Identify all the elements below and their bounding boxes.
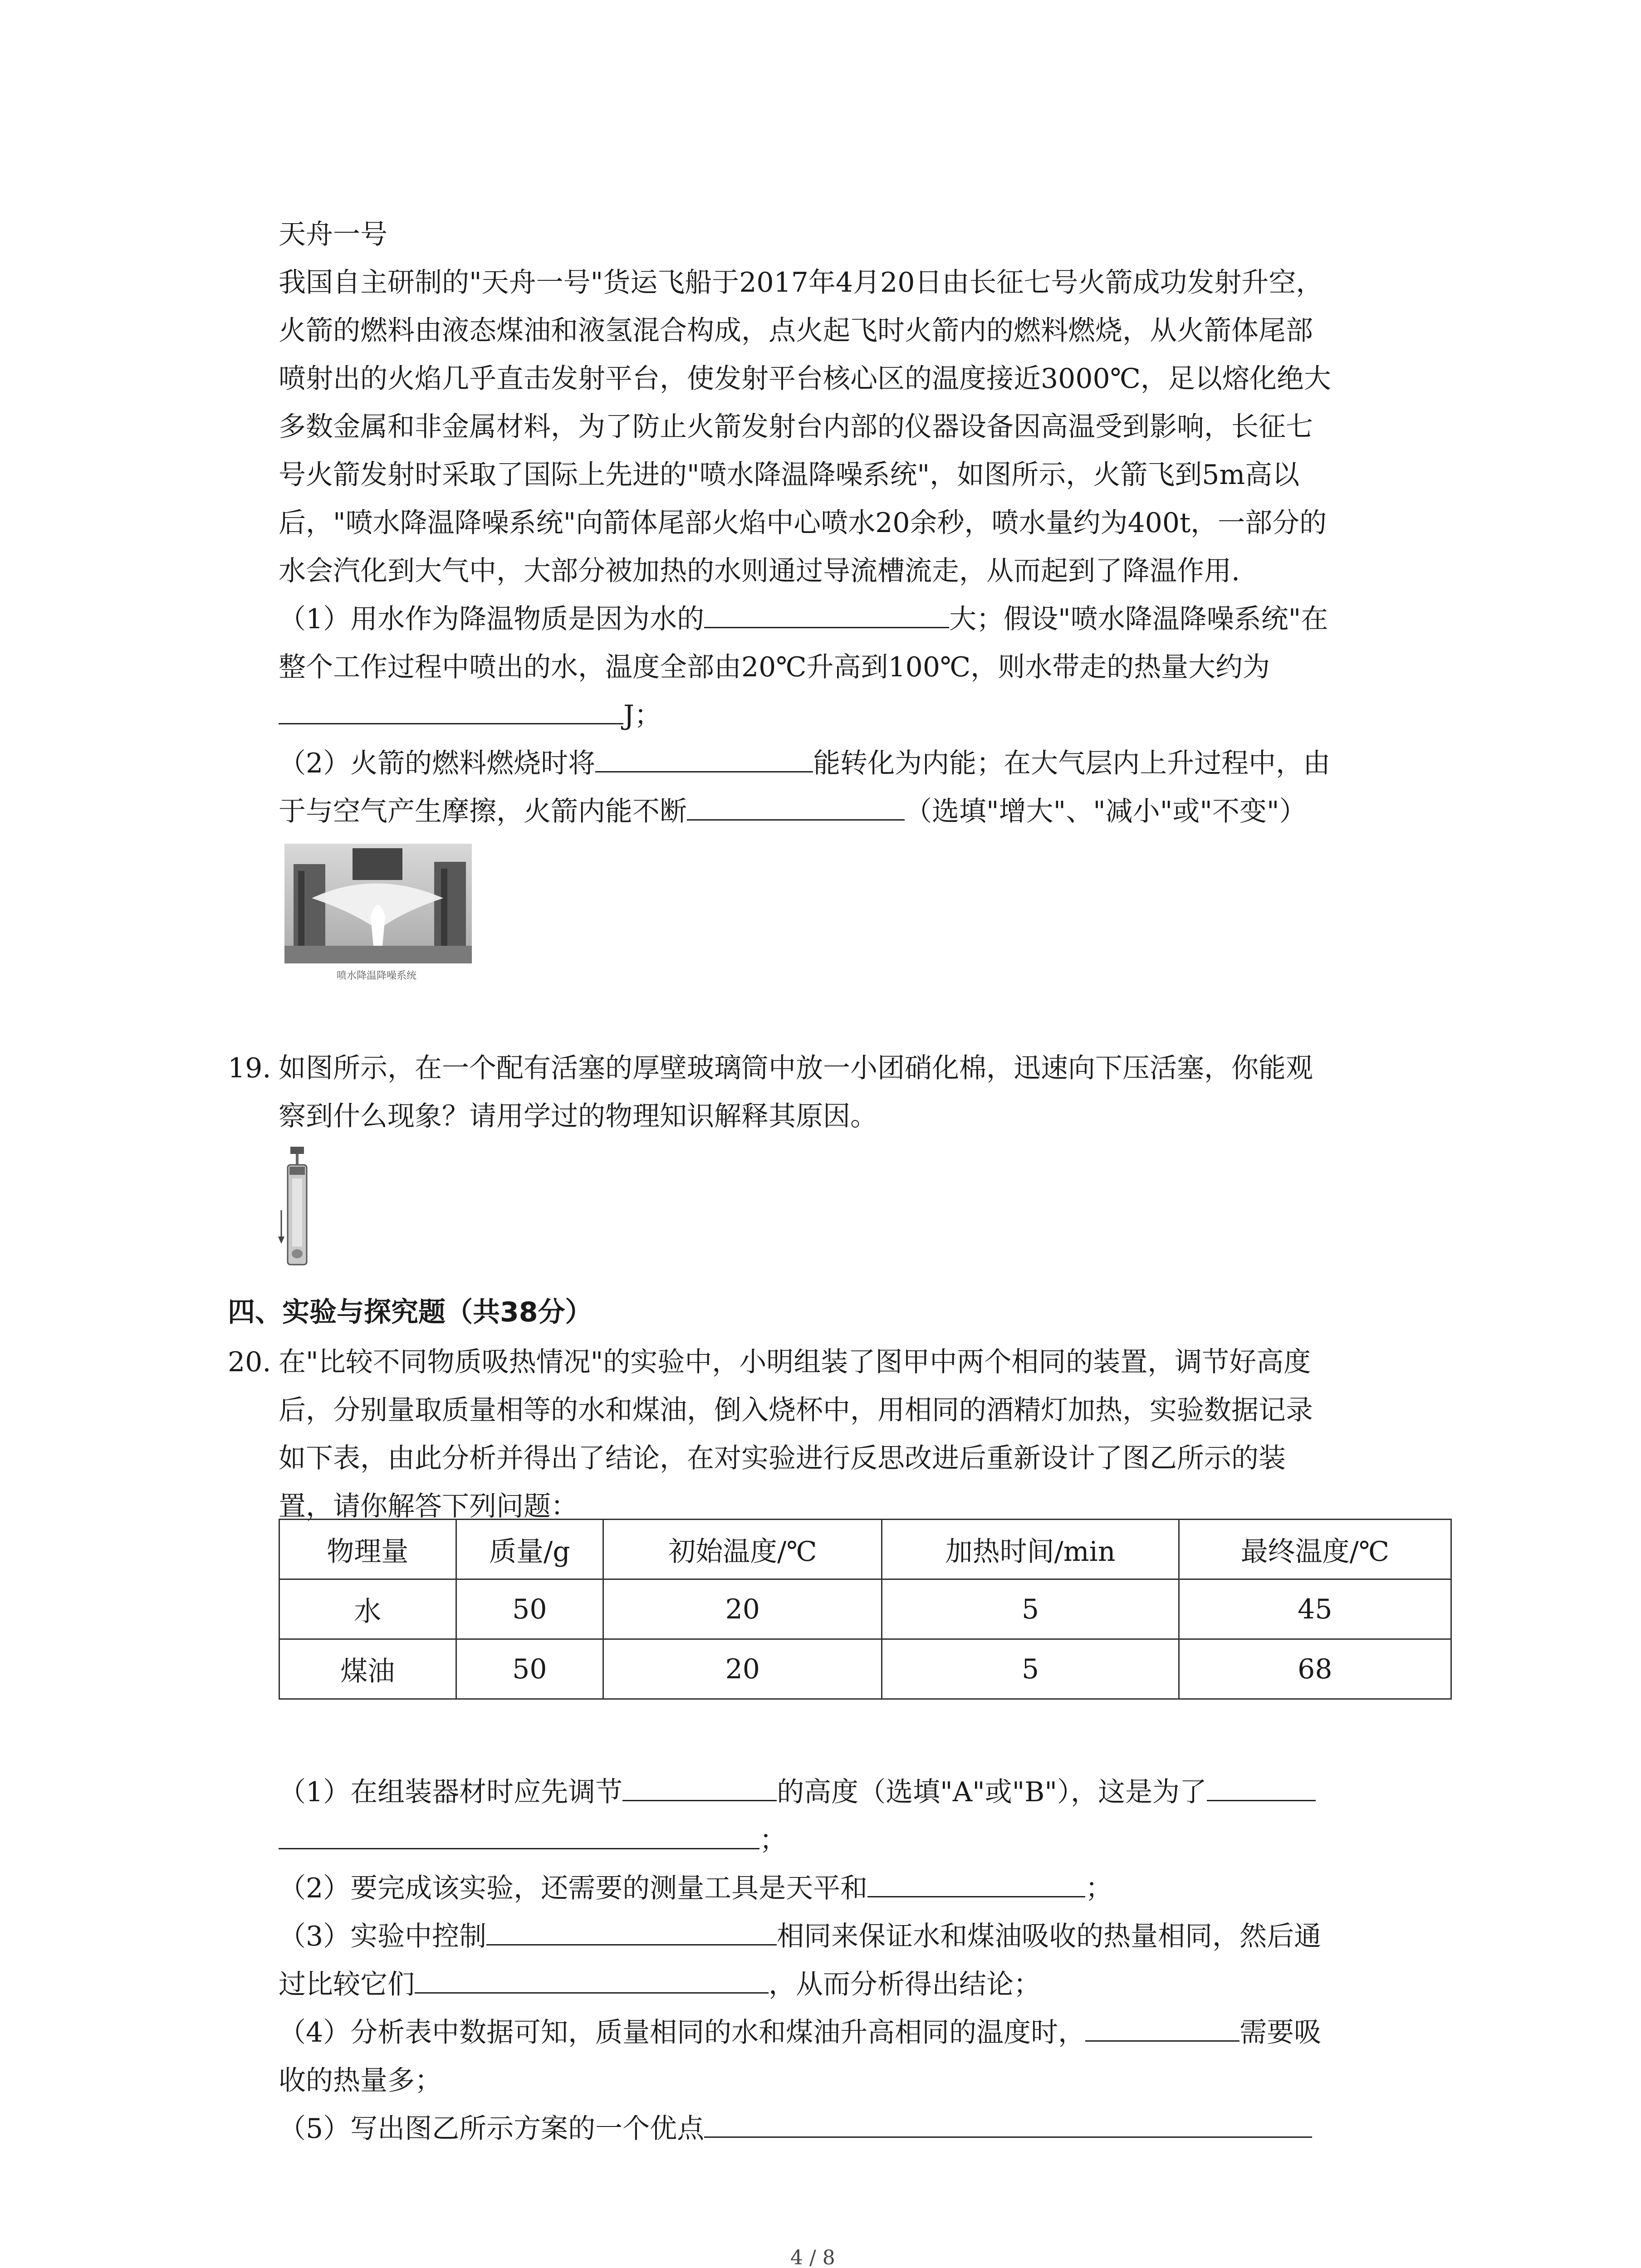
table-header-cell: 物理量 (279, 1520, 456, 1579)
water-spray-system-photo (284, 844, 472, 963)
answer-blank[interactable] (687, 796, 905, 821)
passage-line: 我国自主研制的"天舟一号"货运飞船于2017年4月20日由长征七号火箭成功发射升空， (279, 267, 1323, 298)
question-20-text: 置，请你解答下列问题： (279, 1491, 578, 1522)
table-header-cell: 加热时间/min (882, 1520, 1179, 1579)
figure-caption: 喷水降温降噪系统 (337, 970, 417, 982)
question-20-3: （3）实验中控制 相同来保证水和煤油吸收的热量相同，然后通 (279, 1921, 1322, 1952)
question-20-4: （4）分析表中数据可知，质量相同的水和煤油升高相同的温度时， 需要吸 (279, 2017, 1322, 2048)
table-header-row (279, 1520, 1451, 1579)
table-header-cell: 初始温度/℃ (603, 1520, 882, 1579)
question-20-5: （5）写出图乙所示方案的一个优点 (279, 2105, 1312, 2153)
answer-blank[interactable] (704, 603, 949, 628)
table-cell: 45 (1179, 1579, 1451, 1639)
answer-blank[interactable] (1207, 1776, 1316, 1801)
answer-blank[interactable] (867, 1872, 1085, 1897)
question-19-text: 如图所示，在一个配有活塞的厚壁玻璃筒中放一小团硝化棉，迅速向下压活塞，你能观 (279, 1052, 1313, 1084)
question-20-4-cont: 收的热量多； (279, 2065, 442, 2097)
question-number: 20. (228, 1346, 271, 1378)
passage-line: 喷射出的火焰几乎直击发射平台，使发射平台核心区的温度接近3000℃，足以熔化绝大 (279, 363, 1331, 395)
question-20-3-cont: 过比较它们 ，从而分析得出结论； (279, 1969, 1041, 2000)
table-header-cell: 最终温度/℃ (1179, 1520, 1451, 1579)
glass-cylinder-piston-figure (277, 1147, 318, 1269)
question-18-1-end: J； (279, 691, 661, 739)
section-heading: 四、实验与探究题（共38分） (228, 1296, 593, 1328)
question-20-2: （2）要完成该实验，还需要的测量工具是天平和 ； (279, 1872, 1113, 1904)
question-20-text: 如下表，由此分析并得出了结论，在对实验进行反思改进后重新设计了图乙所示的装 (279, 1442, 1286, 1474)
page-number: 4 / 8 (790, 2246, 835, 2268)
passage-line: 多数金属和非金属材料，为了防止火箭发射台内部的仪器设备因高温受到影响，长征七 (279, 411, 1313, 443)
table-header-cell: 质量/g (456, 1520, 603, 1579)
answer-blank[interactable] (595, 748, 813, 772)
data-table (279, 1519, 1452, 1700)
answer-blank[interactable] (704, 2113, 1312, 2138)
table-cell: 68 (1179, 1639, 1451, 1699)
question-18-1: （1）用水作为降温物质是因为水的 大；假设"喷水降温降噪系统"在 (279, 603, 1328, 635)
question-18-2-cont: 于与空气产生摩擦，火箭内能不断 （选填"增大"、"减小"或"不变"） (279, 796, 1307, 827)
passage-title: 天舟一号 (279, 219, 387, 250)
passage-line: 号火箭发射时采取了国际上先进的"喷水降温降噪系统"，如图所示，火箭飞到5m高以 (279, 459, 1300, 491)
passage-line: 后，"喷水降温降噪系统"向箭体尾部火焰中心喷水20余秒，喷水量约为400t，一部分的 (279, 507, 1327, 539)
answer-blank[interactable] (1085, 2017, 1239, 2042)
question-number: 19. (228, 1052, 271, 1084)
table-cell: 水 (279, 1579, 456, 1639)
table-cell: 50 (456, 1579, 603, 1639)
table-row (279, 1579, 1451, 1639)
answer-blank[interactable] (415, 1969, 769, 1994)
question-20-1: （1）在组装器材时应先调节 的高度（选填"A"或"B"），这是为了 (279, 1768, 1316, 1816)
table-cell: 5 (882, 1579, 1179, 1639)
table-cell: 煤油 (279, 1639, 456, 1699)
question-20-text: 在"比较不同物质吸热情况"的实验中，小明组装了图甲中两个相同的装置，调节好高度 (279, 1346, 1311, 1378)
passage-line: 水会汽化到大气中，大部分被加热的水则通过导流槽流走，从而起到了降温作用. (279, 555, 1240, 587)
table-cell: 5 (882, 1639, 1179, 1699)
passage-line: 火箭的燃料由液态煤油和液氢混合构成，点火起飞时火箭内的燃料燃烧，从火箭体尾部 (279, 315, 1313, 347)
question-20-text: 后，分别量取质量相等的水和煤油，倒入烧杯中，用相同的酒精灯加热，实验数据记录 (279, 1394, 1313, 1426)
question-18-2: （2）火箭的燃料燃烧时将 能转化为内能；在大气层内上升过程中，由 (279, 748, 1331, 779)
answer-blank[interactable] (622, 1776, 777, 1801)
table-row (279, 1639, 1451, 1699)
table-cell: 20 (603, 1579, 882, 1639)
answer-blank[interactable] (279, 1824, 759, 1849)
answer-blank[interactable] (279, 699, 623, 724)
question-19-text: 察到什么现象？请用学过的物理知识解释其原因。 (279, 1100, 877, 1132)
table-cell: 50 (456, 1639, 603, 1699)
question-20-1-end: ； (279, 1816, 787, 1864)
answer-blank[interactable] (486, 1921, 777, 1945)
table-cell: 20 (603, 1639, 882, 1699)
question-18-1-cont: 整个工作过程中喷出的水，温度全部由20℃升高到100℃，则水带走的热量大约为 (279, 651, 1270, 683)
